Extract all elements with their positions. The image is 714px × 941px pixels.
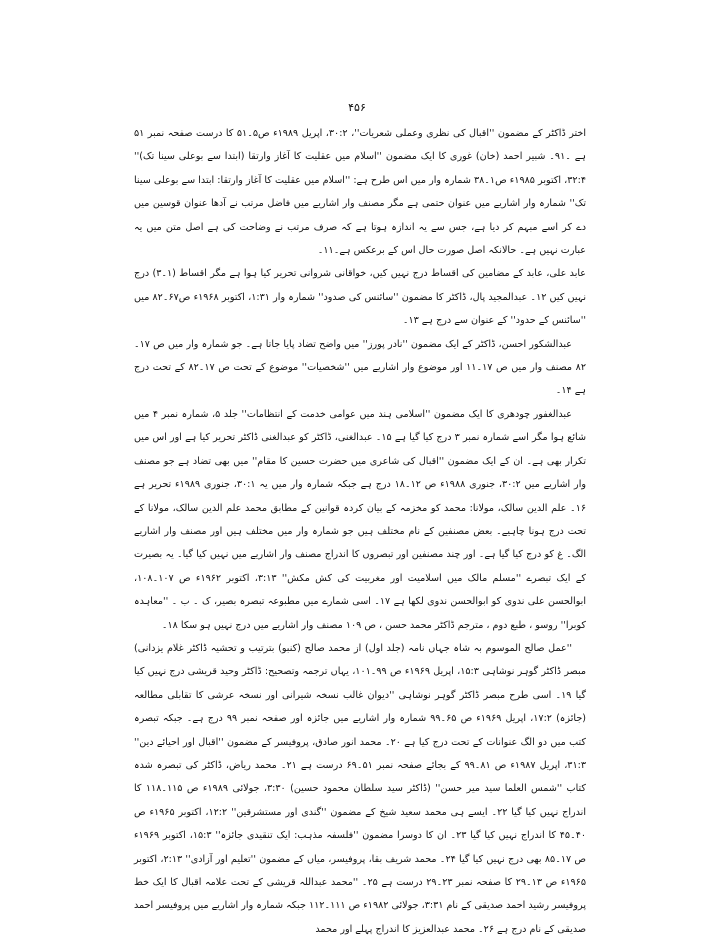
paragraph: عبدالغفور چودھری کا ایک مضمون ''اسلامی ہند میں عوامی خدمت کے انتظامات'' جلد ۵، شمارہ نمبر ۴ میں شائع ہوا مگر اسے شمارہ نمبر ۳ درج کیا گیا ہے ۱۵۔ عبدالغنی، ڈاکٹر کو عبدالغنی ڈاکٹر تحریر کیا ہے اور اس میں تکرار بھی ہے۔ ان کے ایک مضمون ''اقبال کی شاعری میں حضرت حسین کا مقام'' میں بھی تضاد ہے جو مصنف وار اشاریے میں ۳۰:۲، جنوری ۱۹۸۸ء ص ۱۲۔۱۸ درج ہے جبکہ شمارہ وار میں یہ ۳۰:۱، جنوری ۱۹۸۹ء تحریر ہے ۱۶۔ علم الدین سالک، مولانا: محمد کو مخزمہ کے بیان کردہ قوانین کے مطابق محمد علم الدین سالک، مولانا کے تحت درج ہونا چاہیے۔ بعض مصنفین کے نام مختلف ہیں جو شمارہ وار میں مختلف ہیں اور مصنف وار اشاریے الگ۔ غ کو درج کیا گیا ہے۔ اور چند مصنفین اور تبصروں کا اندراج مصنف وار اشاریے میں نہیں کیا گیا۔ یہ بصیرت کے ایک تبصرے ''مسلم مالک میں اسلامیت اور مغربیت کی کش مکش'' ۳:۱۳، اکتوبر ۱۹۶۲ء ص ۱۰۷۔۱۰۸، ابوالحسن علی ندوی کو ابوالحسن ندوی لکھا ہے ۱۷۔ اسی شمارے میں مطبوعہ تبصرہ بصیر، ک ۔ ب ۔ ''معاہدہ کوبرا'' روسو ، طبع دوم ، مترجم ڈاکٹر محمد حسن ، ص ۱۰۹ مصنف وار اشاریے میں درج نہیں ہو سکا ۱۸۔ <box>134 408 586 631</box>
paragraph: عبدالشکور احسن، ڈاکٹر کے ایک مضمون ''نادر پورز'' میں واضح تضاد پایا جاتا ہے۔ جو شمارہ وار میں ص ۱۷۔۸۲ مصنف وار میں ص ۱۷۔۱۱ اور موضوع وار اشاریے میں ''شخصیات'' موضوع کے تحت ص ۱۷۔۸۲ کے تحت درج ہے ۱۴۔ <box>134 338 586 397</box>
body-text <box>134 122 586 941</box>
paragraph: ''عمل صالح الموسوم بہ شاہ جہاں نامہ (جلد اول) از محمد صالح (کنبو) بترتیب و تحشیہ ڈاکٹر غلام یزدانی) مبصر ڈاکٹر گوہر نوشاہی ۱۵:۳، اپریل ۱۹۶۹ء ص ۹۹۔۱۰۱، یہاں ترجمہ وتصحیح: ڈاکٹر وحید قریشی درج نہیں کیا گیا ۱۹۔ اسی طرح مبصر ڈاکٹر گوہر نوشاہی ''دیوان غالب نسخہ شیرانی اور نسخہ عرشی کا تقابلی مطالعہ (جائزہ) ۱۷:۲، اپریل ۱۹۶۹ء ص ۶۵۔۹۹ شمارہ وار اشاریے میں جائزہ اور صفحہ نمبر ۹۹ درج ہے۔ جبکہ تبصرہ کتب میں دو الگ عنوانات کے تحت درج کیا ہے ۲۰۔ محمد انور صادق، پروفیسر کے مضمون ''اقبال اور احیائے دین'' ۳۱:۳، اپریل ۱۹۸۷ء ص ۸۱۔۹۹ کے بجائے صفحہ نمبر ۵۱۔۶۹ درست ہے ۲۱۔ محمد ریاض، ڈاکٹر کی تبصرہ شدہ کتاب ''شمس العلما سید میر حسن'' (ڈاکٹر سید سلطان محمود حسین) ۳:۳۰، جولائی ۱۹۸۹ء ص ۱۱۵۔۱۱۸ کا اندراج نہیں کیا گیا ۲۲۔ ایسے ہی محمد سعید شیخ کے مضمون ''گندی اور مستشرقین'' ۱۲:۲، اکتوبر ۱۹۶۵ء ص ۴۰۔۴۵ کا اندراج نہیں کیا گیا ۲۳۔ ان کا دوسرا مضمون ''فلسفہ مذہب: ایک تنقیدی جائزہ'' ۱۵:۳، اکتوبر ۱۹۶۹ء ص ۱۷۔۸۵ بھی درج نہیں کیا گیا ۲۴۔ محمد شریف بقا، پروفیسر، میاں کے مضمون ''تعلیم اور آزادی'' ۲:۱۳، اکتوبر ۱۹۶۵ء ص ۱۳۔۲۹ کا صفحہ نمبر ۲۳۔۲۹ درست ہے ۲۵۔ ''محمد عبداللہ قریشی کے تحت علامہ اقبال کا ایک خط پروفیسر رشید احمد صدیقی کے نام ۳:۳۱، جولائی ۱۹۸۲ء ص ۱۱۱۔۱۱۲ جبکہ شمارہ وار اشاریے میں پروفیسر احمد صدیقی کے نام درج ہے ۲۶۔ محمد عبدالعزیز کا اندراج پہلے اور محمد <box>134 642 587 935</box>
paragraph: عابد علی، عابد کے مضامین کی اقساط درج نہیں کیں، خواقانی شروانی تحریر کیا ہوا ہے مگر اقساط (۱۔۳) درج نہیں کیں ۱۲۔ عبدالمجید پال، ڈاکٹر کا مضمون ''سائنس کی صدود'' شمارہ وار ۱:۳۱، اکتوبر ۱۹۶۸ء ص۶۷۔۸۲ میں ''سائنس کے حدود'' کے عنوان سے درج ہے ۱۳۔ <box>134 268 587 327</box>
page-number: ۴۵۶ <box>348 101 366 114</box>
paragraph: اختر ڈاکٹر کے مضمون ''اقبال کی نظری وعملی شعریات''، ۳۰:۲، اپریل ۱۹۸۹ء ص۵۔۵۱ کا درست صفحہ نمبر ۵۱ ہے ۔۹۱۔ شبیر احمد (خان) غوری کا ایک مضمون ''اسلام میں عقلیت کا آغاز وارتقا (ابتدا سے بوعلی سینا تک)'' ۳۲:۴، اکتوبر ۱۹۸۵ء ص۱۔۳۸ شمارہ وار میں اس طرح ہے: ''اسلام میں عقلیت کا آغاز وارتقا: ابتدا سے بوعلی سینا تک'' شمارہ وار اشاریے میں عنوان حتمی ہے مگر مصنف وار اشاریے میں فاضل مرتب نے آدھا عنوان قوسین میں دے کر اسے مبہم کر دیا ہے، جس سے یہ اندازہ ہوتا ہے کہ صرف مرتب نے وضاحت کی ہے اصل متن میں یہ عبارت نہیں ہے۔ حالانکہ اصل صورت حال اس کے برعکس ہے۔۱۱۔ <box>134 128 587 257</box>
